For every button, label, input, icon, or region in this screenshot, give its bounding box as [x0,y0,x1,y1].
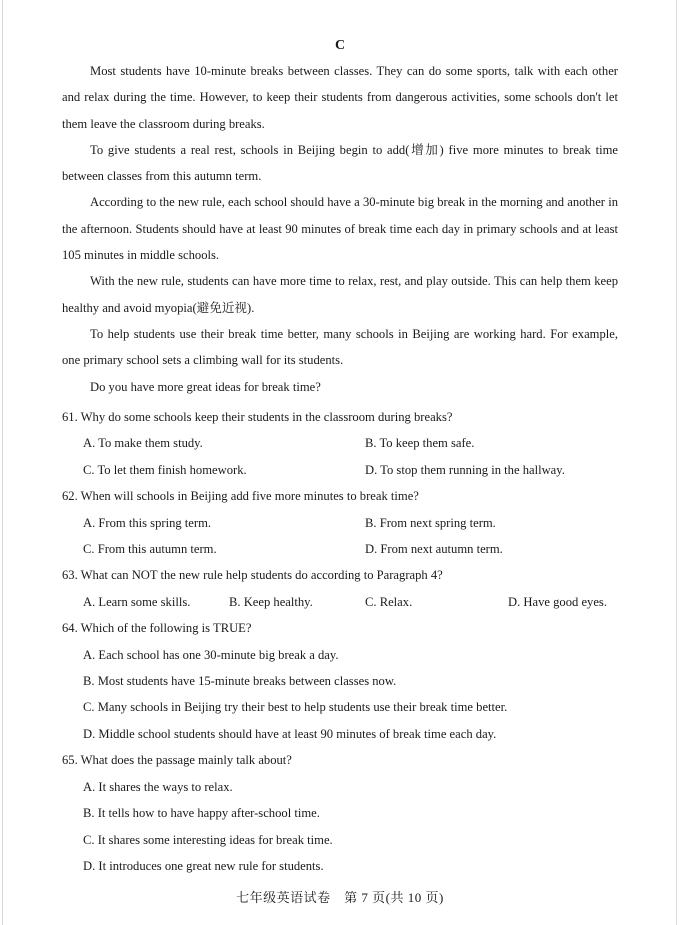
option-d: D. From next autumn term. [365,542,503,557]
option-a: A. It shares the ways to relax. [83,779,233,794]
question-list [62,404,622,879]
question-stem: 65. What does the passage mainly talk about? [62,753,292,768]
section-title: C [334,38,346,53]
option-c: C. Many schools in Beijing try their best to help students use their break time better. [83,700,508,715]
option-d: D. Have good eyes. [508,594,607,609]
passage-paragraph-1: Most students have 10-minute breaks between classes. They can do some sports, talk with each other and relax during the time. However, to keep their students from dangerous activities, some schools don't let them leave the classroom during breaks. [62,64,618,131]
option-a: A. To make them study. [83,436,203,451]
option-b: B. It tells how to have happy after-school time. [83,806,320,821]
option-b: B. Most students have 15-minute breaks between classes now. [83,674,397,689]
question-options [62,430,622,483]
question-options [62,589,622,615]
question-63 [62,562,622,615]
option-c: C. It shares some interesting ideas for break time. [83,832,333,847]
page-edge-right [676,0,677,925]
question-62 [62,483,622,562]
question-stem: 63. What can NOT the new rule help students do according to Paragraph 4? [62,568,443,583]
question-stem: 61. Why do some schools keep their students in the classroom during breaks? [62,410,453,424]
question-stem: 62. When will schools in Beijing add five more minutes to break time? [62,489,419,504]
question-64 [62,615,622,747]
option-b: B. Keep healthy. [229,594,313,609]
page-footer: 七年级英语试卷 第 7 页(共 10 页) [236,890,444,905]
passage-paragraph-3: According to the new rule, each school should have a 30-minute big break in the morning and another in the afternoon. Students should have at least 90 minutes of break time each day in primary schools and at least 105 minutes in middle schools. [62,195,618,263]
option-d: D. It introduces one great new rule for students. [83,858,324,873]
passage-paragraph-6: Do you have more great ideas for break time? [90,379,321,394]
passage-paragraph-4: With the new rule, students can have more time to relax, rest, and play outside. This can help them keep healthy and avoid myopia(避免近视). [62,274,618,315]
option-a: A. Learn some skills. [83,594,191,609]
question-options [62,510,622,563]
option-d: D. To stop them running in the hallway. [365,462,565,477]
option-c: C. From this autumn term. [83,542,217,557]
question-options [62,774,622,880]
page-edge-left [2,0,3,925]
passage-paragraph-2: To give students a real rest, schools in Beijing begin to add(增加) five more minutes to break time between classes from this autumn term. [62,142,618,184]
option-b: B. From next spring term. [365,515,496,530]
question-61 [62,404,622,483]
option-a: A. Each school has one 30-minute big break a day. [83,647,339,662]
question-stem: 64. Which of the following is TRUE? [62,621,252,636]
question-65 [62,747,622,879]
option-a: A. From this spring term. [83,515,212,530]
question-options [62,642,622,748]
option-c: C. To let them finish homework. [83,462,247,477]
option-d: D. Middle school students should have at least 90 minutes of break time each day. [83,726,497,741]
option-b: B. To keep them safe. [365,436,475,451]
option-c: C. Relax. [365,594,413,609]
passage-paragraph-5: To help students use their break time better, many schools in Beijing are working hard. For example, one primary school sets a climbing wall for its students. [62,326,618,368]
reading-passage [62,58,618,400]
